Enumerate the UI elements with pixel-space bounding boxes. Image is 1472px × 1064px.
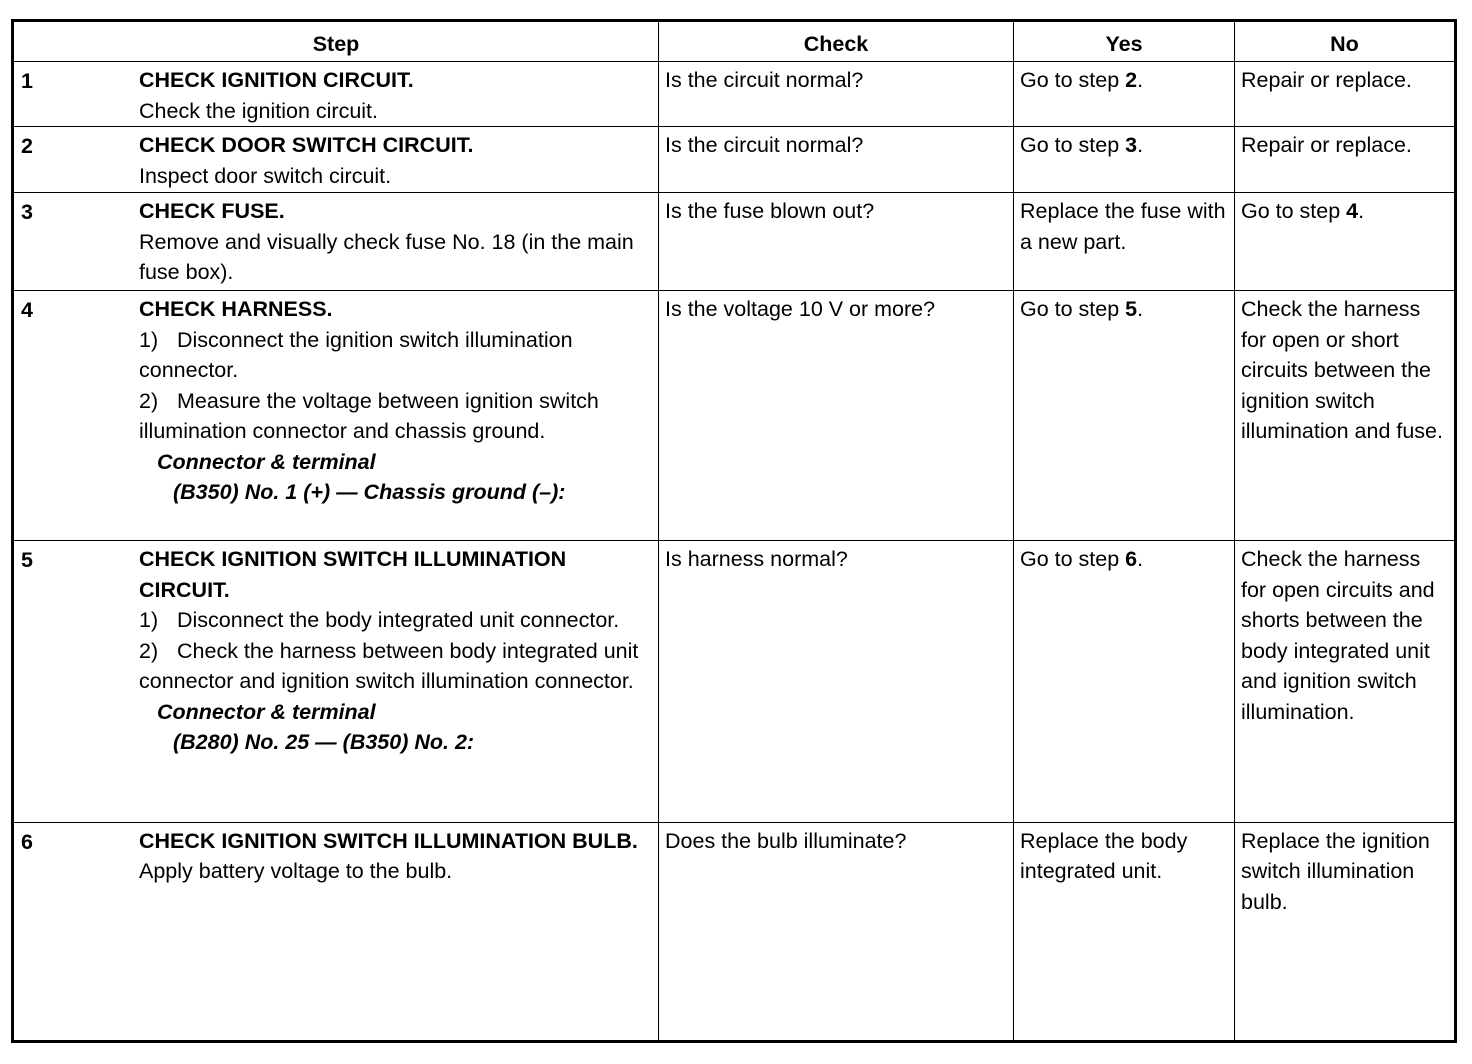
yes-text: Go to step (1020, 68, 1126, 92)
substep-number: 1) (139, 608, 159, 633)
step-description: Inspect door switch circuit. (139, 163, 392, 188)
step-cell (13, 291, 659, 541)
check-cell: Is the circuit normal? (659, 127, 1014, 193)
header-step: Step (13, 21, 659, 62)
step-title: CHECK IGNITION SWITCH ILLUMINATION CIRCUIT. (139, 547, 567, 602)
step-title: CHECK HARNESS. (139, 297, 333, 322)
yes-suffix: . (1137, 133, 1144, 158)
table-row (13, 62, 1456, 127)
substep-number: 1) (139, 327, 159, 352)
step-title: CHECK IGNITION SWITCH ILLUMINATION BULB. (139, 828, 638, 853)
spec-label: Connector & terminal (157, 699, 376, 724)
step-cell (13, 62, 659, 127)
no-cell (1235, 193, 1456, 291)
yes-cell: Replace the fuse with a new part. (1014, 193, 1235, 291)
yes-cell (1014, 127, 1235, 193)
substep (139, 325, 648, 386)
table-row (13, 822, 1456, 1041)
yes-step-ref: 5 (1125, 297, 1138, 322)
substep-text: Measure the voltage between ignition switch illumination connector and chassis ground. (139, 388, 599, 444)
step-description: Check the ignition circuit. (139, 98, 378, 123)
step-cell (13, 127, 659, 193)
no-cell: Check the harness for open or short circuits between the ignition switch illumination and fuse. (1235, 291, 1456, 541)
substep (139, 386, 648, 447)
spec-value: (B280) No. 25 — (B350) No. 2: (173, 730, 475, 755)
step-description: Remove and visually check fuse No. 18 (in the main fuse box). (139, 229, 634, 285)
no-suffix: . (1358, 199, 1365, 224)
check-cell: Is the fuse blown out? (659, 193, 1014, 291)
yes-cell (1014, 541, 1235, 822)
table-header-row (13, 21, 1456, 62)
header-no: No (1235, 21, 1456, 62)
yes-suffix: . (1137, 297, 1144, 322)
table-row (13, 127, 1456, 193)
yes-step-ref: 6 (1125, 547, 1138, 572)
step-number: 1 (21, 69, 33, 93)
step-description: Apply battery voltage to the bulb. (139, 859, 453, 884)
header-check: Check (659, 21, 1014, 62)
spec-label: Connector & terminal (157, 449, 376, 474)
table-row (13, 291, 1456, 541)
no-cell: Replace the ignition switch illumination bulb. (1235, 822, 1456, 1041)
yes-text: Go to step (1020, 297, 1126, 322)
step-number: 6 (21, 829, 33, 854)
spec-value: (B350) No. 1 (+) — Chassis ground (–): (173, 480, 566, 505)
yes-cell (1014, 291, 1235, 541)
substep-number: 2) (139, 638, 159, 663)
yes-cell: Replace the body integrated unit. (1014, 822, 1235, 1041)
step-title: CHECK DOOR SWITCH CIRCUIT. (139, 133, 474, 158)
check-cell: Is the circuit normal? (659, 62, 1014, 127)
no-cell: Repair or replace. (1235, 62, 1456, 127)
diagnosis-table (11, 19, 1457, 1043)
check-cell: Does the bulb illuminate? (659, 822, 1014, 1041)
yes-text: Go to step (1020, 133, 1126, 158)
check-cell: Is harness normal? (659, 541, 1014, 822)
step-cell (13, 193, 659, 291)
table-row (13, 193, 1456, 291)
header-yes: Yes (1014, 21, 1235, 62)
substep-text: Disconnect the ignition switch illumination connector. (139, 327, 573, 383)
substep-text: Disconnect the body integrated unit connector. (177, 608, 620, 633)
yes-step-ref: 3 (1125, 133, 1138, 158)
step-number: 2 (21, 134, 33, 159)
substep (139, 636, 648, 697)
yes-step-ref: 2 (1125, 68, 1138, 92)
no-step-ref: 4 (1346, 199, 1359, 224)
yes-cell (1014, 62, 1235, 127)
yes-suffix: . (1137, 547, 1144, 572)
substep (139, 605, 648, 636)
step-number: 3 (21, 200, 33, 225)
check-cell: Is the voltage 10 V or more? (659, 291, 1014, 541)
no-cell: Repair or replace. (1235, 127, 1456, 193)
step-cell (13, 541, 659, 822)
step-number: 5 (21, 548, 33, 573)
yes-text: Go to step (1020, 547, 1126, 572)
table-row (13, 541, 1456, 822)
yes-suffix: . (1137, 68, 1144, 92)
step-title: CHECK FUSE. (139, 199, 285, 224)
substep-text: Check the harness between body integrated unit connector and ignition switch illumination connector. (139, 638, 639, 694)
substep-number: 2) (139, 388, 159, 413)
no-cell: Check the harness for open circuits and shorts between the body integrated unit and ignition switch illumination. (1235, 541, 1456, 822)
no-text: Go to step (1241, 199, 1347, 224)
step-cell (13, 822, 659, 1041)
step-title: CHECK IGNITION CIRCUIT. (139, 68, 414, 92)
step-number: 4 (21, 298, 33, 323)
